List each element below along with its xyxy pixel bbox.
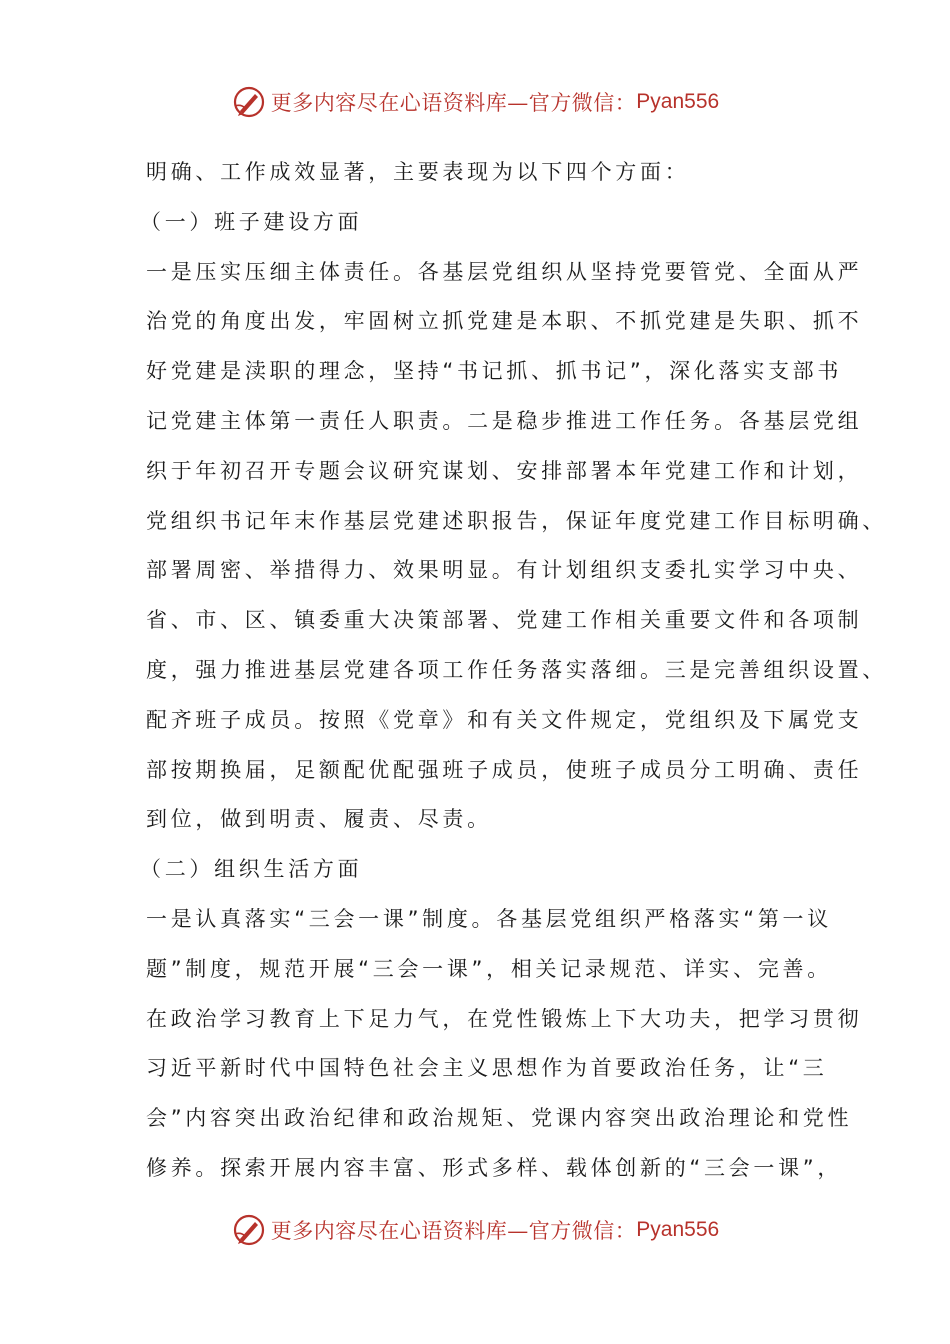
text-line: 会”内容突出政治纪律和政治规矩、党课内容突出政治理论和党性 [146,1106,853,1131]
text-line: 配齐班子成员。按照《党章》和有关文件规定，党组织及下属党支 [146,707,863,732]
text-line: 明确、工作成效显著，主要表现为以下四个方面： [146,160,690,184]
banner-wechat-handle: Pyan556 [636,90,720,113]
text-line: 到位，做到明责、履责、尽责。 [146,807,492,832]
text-line: 修养。探索开展内容丰富、形式多样、载体创新的“三会一课”， [146,1155,843,1180]
pen-circle-logo-icon [231,84,267,120]
text-line: 好党建是渎职的理念，坚持“书记抓、抓书记”，深化落实支部书 [146,359,843,384]
text-line: 记党建主体第一责任人职责。二是稳步推进工作任务。各基层党组 [146,408,863,433]
text-line: 治党的角度出发，牢固树立抓党建是本职、不抓党建是失职、抓不 [146,309,863,334]
header-banner [0,80,950,124]
text-line: 织于年初召开专题会议研究谋划、安排部署本年党建工作和计划， [146,458,863,483]
text-line: 在政治学习教育上下足力气，在党性锻炼上下大功夫，把学习贯彻 [146,1006,863,1031]
section-heading: （一）班子建设方面 [140,209,363,234]
text-line: 一是压实压细主体责任。各基层党组织从坚持党要管党、全面从严 [146,259,863,284]
text-line: 部按期换届，足额配优配强班子成员，使班子成员分工明确、责任 [146,757,863,782]
text-line: 习近平新时代中国特色社会主义思想作为首要政治任务，让“三 [146,1056,828,1081]
footer-banner [0,1208,950,1252]
banner-wechat-handle: Pyan556 [636,1218,720,1241]
text-line: 一是认真落实“三会一课”制度。各基层党组织严格落实“第一议 [146,906,832,931]
text-line: 度，强力推进基层党建各项工作任务落实落细。三是完善组织设置、 [146,657,887,682]
text-line: 部署周密、举措得力、效果明显。有计划组织支委扎实学习中央、 [146,558,863,583]
text-line: 党组织书记年末作基层党建述职报告，保证年度党建工作目标明确、 [146,508,887,533]
document-body [140,148,887,1194]
text-line: 题”制度，规范开展“三会一课”，相关记录规范、详实、完善。 [146,956,832,981]
banner-text: 更多内容尽在心语资料库—官方微信： [270,1219,637,1243]
text-line: 省、市、区、镇委重大决策部署、党建工作相关重要文件和各项制 [146,608,863,633]
pen-circle-logo-icon [231,1212,267,1248]
banner-text: 更多内容尽在心语资料库—官方微信： [270,91,637,115]
section-heading: （二）组织生活方面 [140,857,363,882]
